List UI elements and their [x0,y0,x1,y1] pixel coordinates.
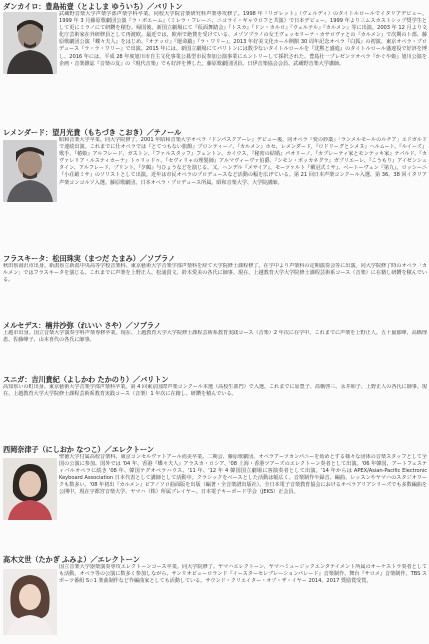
performer-name-role: 高木文世（たかぎ ふみよ）／エレクトーン [3,555,140,564]
performer-biography: 国立音楽大学器楽演奏専攻エレクトーンコース卒業。同大学院修了。ヤマハエレクトーン、ヤマハミュージックエンタテイメント所属のオーケストラ奏者としても活動。オペラ等の公演に数多く参加しながら、サンリオピューロランド『イースターセレブレーションパレード』音楽制作、舞台『サロメ』音楽制作、TBS スポーツ番組 S☆1 楽曲制作など作編曲家としても活動している。サウンド・クリエイター・オブ・ザ・イヤー 2014、2017 奨励賞受賞。 [59,564,427,585]
singer-name-role: レメンダード：望月光貴（もちづき こおき）／テノール [3,128,182,137]
singer-biography: 武蔵野音楽大学声楽学部声楽学科卒業。同校大学院音楽研究科声楽専攻修了。1998 年『リゴレット』（ヴェルディ）のタイトルロールでイタリアデビュー。1999 年 3 月藤原歌劇団公演『ラ・ボエーム』（ミレラ・フレーニ、ニコライ・ギャウロフと共演）で日本デビュー。1999 年より三ムスカストシップ奨学生として更にミラノにて研鑽を積む。帰国後、新国立劇場にて『仮面舞踏会』『トスカ』『ドン・カルロ』『ウェルテル』『カルメン』等に出演。2003 年 12 月より文化庁芸術家在外研修員として再渡欧。最近では、欧州で絶賛を受けている、メゾソプラノの女王ヴェッセリーナ・カサロヴァとの『カルメン』で次期のト部、藤原歌劇団公演『蝶々夫人』をはじめ、『オテッロ』『運命鍛』『ラ・ワリー』、2013 年好美文化ホール開館 30 周年記念オペラ『白狐』の初演、東京オペラ・プロデュース『ラ・ラ・ワリー』で出演。2015 年には、新国立劇場にてパリトンには数少ないタイトルロールを『沈黙と盛進』のタイトルロール盛違役で好評を博し、2016 年には、平成 28 年度旭川市自主文化事業公募型市民参加公演事業にエントリーして採択された、豊島壮一プレゼンツオペラ『かぐや姫』旭川公演を企画・音楽雑誌『音楽の友』の『現代音楽』でも好評を博した。藤原歌劇団団員、日伊音楽協会会員、武蔵野音楽大学講師。 [59,11,427,67]
singer-name-role: スニガ：吉川貴紀（よしかわ たかのり）／バリトン [3,375,169,384]
singer-name-role: メルセデス：楠井沙弥（れいい さや）／ソプラノ [3,321,161,330]
singer-biography: 昭和音楽大学卒業。同大学院修了。2001 年昭和音楽大学オペラ『ドンパスクアーレ』デビュー後、同オペラ『愛の妙薬』「ランメルモールのルチア」エドガルドで連続出演。これまでに仕オペラでは『とてつもない旅館』プロンティーノ、『カルメン』ホセ、レメンダード、『ロドリーグとシメヌ』ヘルムート、『ルイーズ』歌手、『椿姫』アルフレード、ガストン、『ファルスタッフ』フェントン、カイウス、『秘密の結婚』パオリーノ、『カプレーティ家とモンテッキ家』テバルド、『カヴァレリア・ルスティカーナ』トゥリッドゥ、『セヴィリャの理髪師』アルマヴィーヴァ伯爵、『シモン・ボッカネグラ』ガブリエーレ、『こうもり』アイゼンシュタイン、アルフレード、ブリント、『夕鶴』与ひょうなどを演じる。又、ヘンデル『メサイア』、モーツァルト『戴冠式ミサ』、ベートーヴェン『第九』、ロッシーニ『小荘厳ミサ』のソリストとして出演。近年は市民オペラのプロデュースなど活動の幅を広げている。第 21 回日本声楽コンクール入選、第 36、38 回イタリア声楽コンコルソ入選。藤原歌劇団、日本オペラ・プロデュース所属。昭和音楽大学、大学院講師。 [59,137,427,186]
singer-biography: 上越市出身。国立音楽大学演奏学科声楽専修卒業。現在、上越教育大学大学院修士課程芸術系教育実践コース（音楽）2 年次に在学中。これまでに声楽を上野正人、五十嵐郁峰、高橋理恵、佐藤峰子、山本喜代の各氏に師事。 [3,330,427,344]
performer-biography: 聖徳大学付属高校音楽科、東京コンセルヴァトアール尚美卒業。二期会、藤原歌劇団、オペラアーツカンパニーを始めとする様々な団体の音楽スタッフとして全国の公演に参加。国外では '04 年、香港『蝶々夫人』アラスカ・ロシア、'08 上海・香港ツアーズのエレクトーン奏者として出演。'06 年韓国、アートフェスティバルオペラに続き '08 年、韓国テグオペラハウス、'11 年、'12 年 4 韓国国立劇場に客演奏者として出演。'14 年からは APEX/Asian-Pacific Electronic Keyboard Association 日本代表として講師として活動中。クラシックをベースとした活動は幅広く、音楽制作や録音、編曲、レッスンやヤマハのスタジオワークも数多い。'08 年初出『カルメン』ピアノソロ曲面版を出版（編著・全音楽譜出版社）、全日本電子音楽教育協会におけるオペラアリアシリーズでも多数編曲を公開中。現在宇都宮音楽大学、ヤマハ（株）所属プレイヤー。日本電子キーボード学会（JEKS）正会員。 [59,454,427,496]
singer-biography: 秋田県湯沢市出身。新潟県立新潟中央高等学校音楽科、東京藝術大学音楽学部声楽科を経て大学院修士課程修了。在学中より声楽科の定期演奏会等に出演。同大学院修了時のオペラ「カルメン」ではフラスキータを演じる。これまでに声楽を上野正人、松浦貴文、鈴木愛美の各氏に師事。現在、上越教育大学大学院修士課程芸術系コース（音楽）に在籍し研鑽を積んでいる。 [3,263,427,284]
profile-takagi [3,555,427,622]
singer-name-role: ダンカイロ：豊島祐壹（とよしま ゆういち）／バリトン [3,2,183,11]
singer-name-role: フラスキータ：松田珠実（まつだ たまみ）／ソプラノ [3,254,176,263]
profile-yoshikawa [3,375,427,406]
performer-name-role: 西岡奈津子（にしおか なつこ）／エレクトーン [3,445,154,454]
profile-toyoshima [3,2,427,124]
profile-kusui [3,321,427,352]
profile-nishioka [3,445,427,554]
profile-matsuda [3,254,427,292]
profile-mochizuki [3,128,427,233]
singer-biography: 高知県いの町出身。東京藝術大学音楽学部声楽科卒業。第 4 回東京国際声楽コンクール本選（高校生部門）で入選。これまでに原豊子、髙橋啓三、永井和子、上野正人の各氏に師事。現在、上越教育大学大学院修士課程芸術系教育実践コース（音楽）1 年次に在籍し、研鑽を積んでいる。 [3,384,427,398]
